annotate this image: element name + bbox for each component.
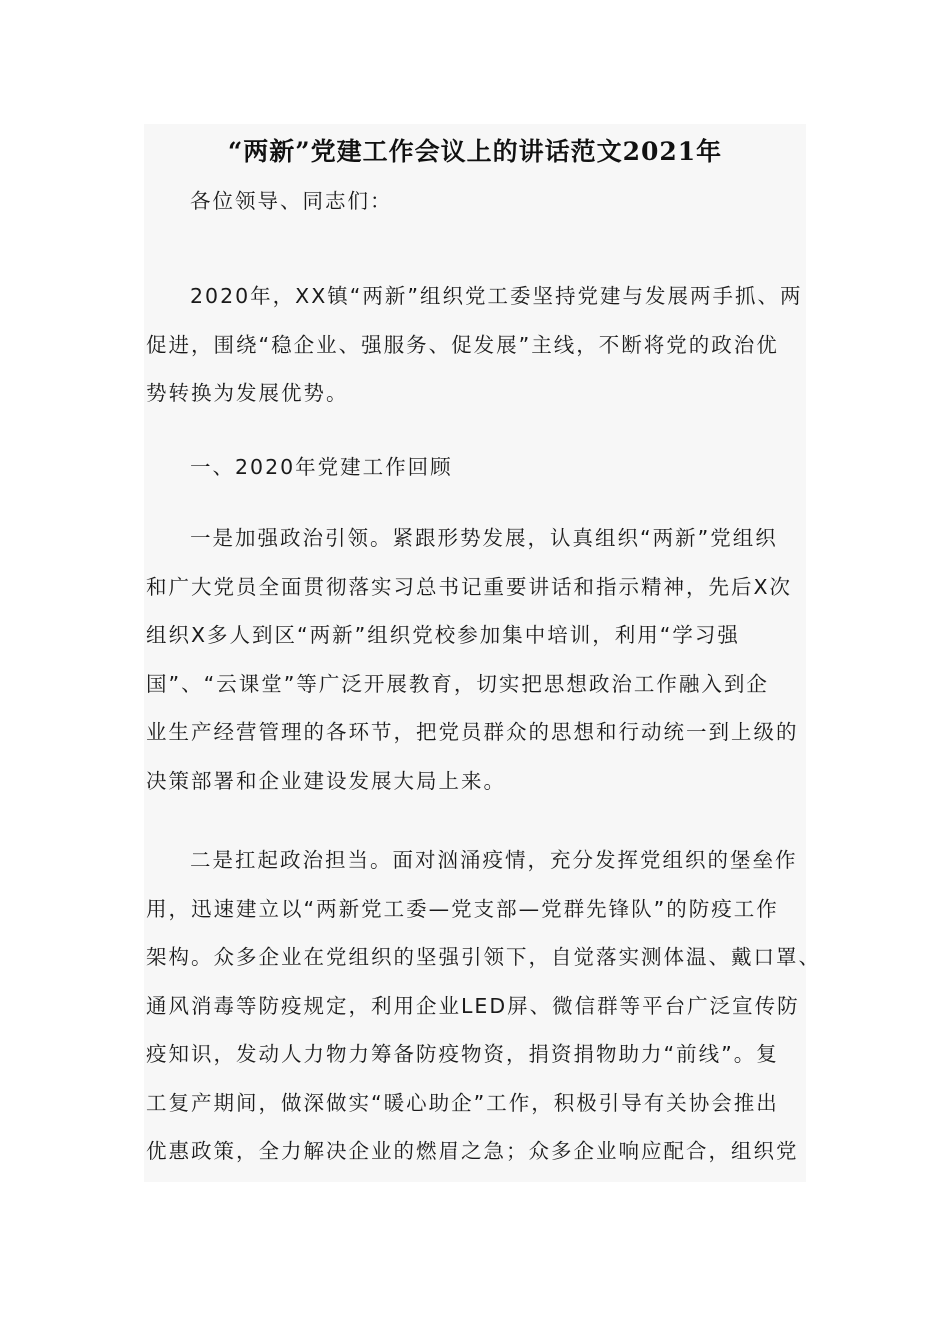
- paragraph-line: 组织X多人到区“两新”组织党校参加集中培训，利用“学习强: [146, 623, 740, 647]
- paragraph-line: 用，迅速建立以“两新党工委—党支部—党群先锋队”的防疫工作: [146, 896, 779, 921]
- paragraph-line: 国”、“云课堂”等广泛开展教育，切实把思想政治工作融入到企: [146, 671, 769, 696]
- paragraph-line: 势转换为发展优势。: [146, 381, 349, 405]
- paragraph-line: 2020年，XX镇“两新”组织党工委坚持党建与发展两手抓、两: [190, 284, 803, 308]
- paragraph-line: 决策部署和企业建设发展大局上来。: [146, 768, 506, 793]
- paragraph-line: 二是扛起政治担当。面对汹涌疫情，充分发挥党组织的堡垒作: [190, 848, 798, 872]
- paragraph-line: 优惠政策，全力解决企业的燃眉之急；众多企业响应配合，组织党: [146, 1139, 799, 1163]
- paragraph-line: 业生产经营管理的各环节，把党员群众的思想和行动统一到上级的: [146, 720, 799, 744]
- paragraph-line: 架构。众多企业在党组织的坚强引领下，自觉落实测体温、戴口罩、: [146, 945, 821, 969]
- salutation-text: 各位领导、同志们：: [190, 189, 393, 213]
- paragraph-line: 通风消毒等防疫规定，利用企业LED屏、微信群等平台广泛宣传防: [146, 993, 800, 1018]
- paragraph-2: [146, 514, 810, 805]
- section-heading-text: 一、2020年党建工作回顾: [190, 455, 453, 479]
- paragraph-line: 一是加强政治引领。紧跟形势发展，认真组织“两新”党组织: [190, 526, 778, 550]
- document-title: “两新”党建工作会议上的讲话范文2021年: [227, 137, 723, 166]
- paragraph-1: [146, 272, 810, 418]
- section-heading: [146, 443, 810, 492]
- paragraph-line: 促进，围绕“稳企业、强服务、促发展”主线，不断将党的政治优: [146, 332, 779, 357]
- paragraph-line: 疫知识，发动人力物力筹备防疫物资，捐资捐物助力“前线”。复: [146, 1042, 779, 1066]
- paragraph-line: 和广大党员全面贯彻落实习总书记重要讲话和指示精神，先后X次: [146, 574, 793, 599]
- salutation: [146, 177, 810, 226]
- paragraph-line: 工复产期间，做深做实“暖心助企”工作，积极引导有关协会推出: [146, 1090, 779, 1115]
- paragraph-3: [146, 836, 821, 1176]
